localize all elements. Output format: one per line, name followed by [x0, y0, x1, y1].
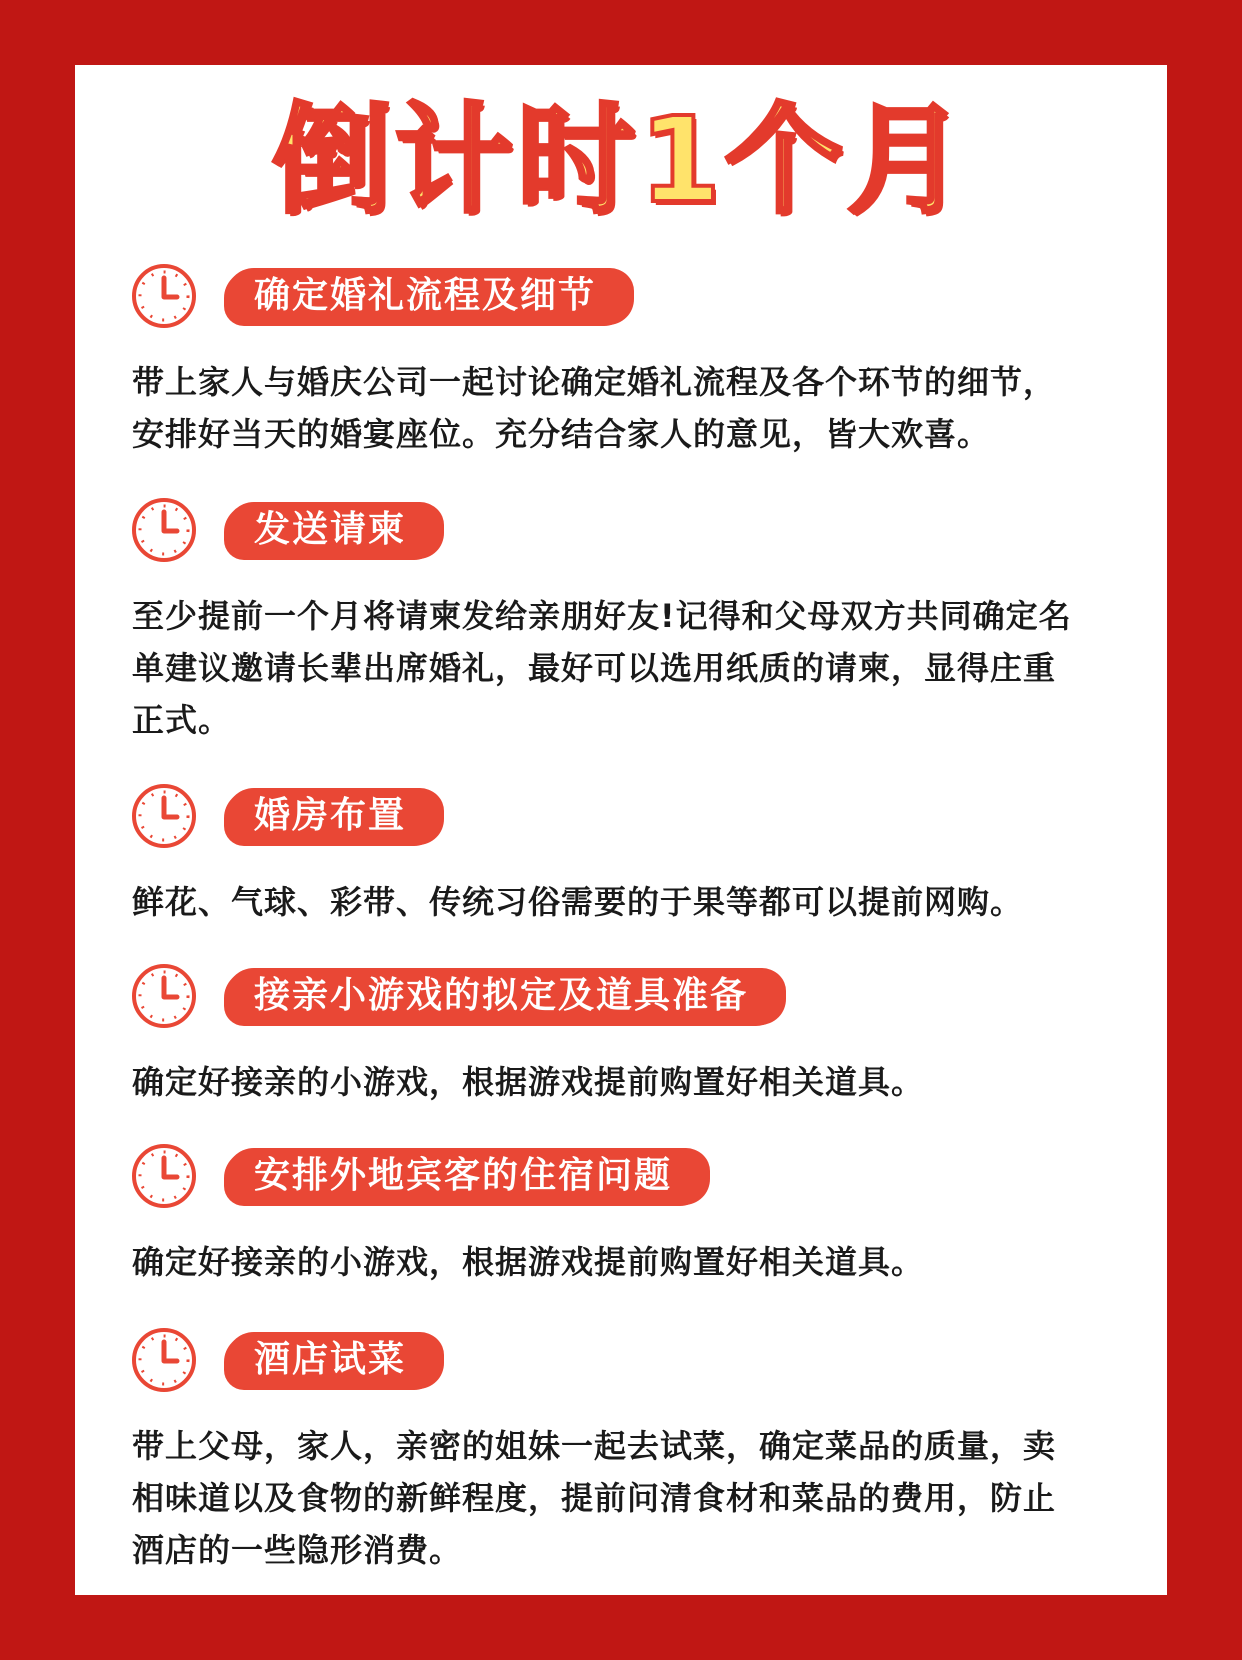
body-line: 相味道以及食物的新鲜程度，提前问清食材和菜品的费用，防止 — [132, 1479, 1057, 1517]
body-line: 单建议邀请长辈出席婚礼，最好可以选用纸质的请柬，显得庄重 — [132, 649, 1057, 687]
section-heading: 发送请柬 — [226, 502, 442, 558]
section-body — [132, 876, 1122, 928]
body-line: 酒店的一些隐形消费。 — [132, 1531, 463, 1569]
clock-icon — [130, 1326, 198, 1394]
clock-icon — [130, 496, 198, 564]
body-line: 带上父母，家人，亲密的姐妹一起去试菜，确定菜品的质量，卖 — [132, 1427, 1057, 1465]
body-line: 至少提前一个月将请柬发给亲朋好友!记得和父母双方共同确定名 — [132, 597, 1072, 635]
clock-icon — [130, 262, 198, 330]
section-body — [132, 1056, 1122, 1108]
page-title: 倒计时1个月 — [272, 91, 970, 229]
body-line: 确定好接亲的小游戏，根据游戏提前购置好相关道具。 — [132, 1243, 925, 1281]
clock-icon — [130, 962, 198, 1030]
section-body — [132, 590, 1122, 746]
body-line: 确定好接亲的小游戏，根据游戏提前购置好相关道具。 — [132, 1063, 925, 1101]
body-line: 正式。 — [132, 701, 232, 739]
section-heading: 酒店试菜 — [226, 1332, 442, 1388]
section-heading: 安排外地宾客的住宿问题 — [226, 1148, 708, 1204]
section-heading: 接亲小游戏的拟定及道具准备 — [226, 968, 784, 1024]
section-heading: 确定婚礼流程及细节 — [226, 268, 632, 324]
section-body — [132, 356, 1122, 460]
section-body — [132, 1236, 1122, 1288]
body-line: 鲜花、气球、彩带、传统习俗需要的于果等都可以提前网购。 — [132, 883, 1024, 921]
body-line: 带上家人与婚庆公司一起讨论确定婚礼流程及各个环节的细节， — [132, 363, 1057, 401]
section-heading: 婚房布置 — [226, 788, 442, 844]
clock-icon — [130, 782, 198, 850]
section-body — [132, 1420, 1122, 1576]
body-line: 安排好当天的婚宴座位。充分结合家人的意见，皆大欢喜。 — [132, 415, 991, 453]
clock-icon — [130, 1142, 198, 1210]
